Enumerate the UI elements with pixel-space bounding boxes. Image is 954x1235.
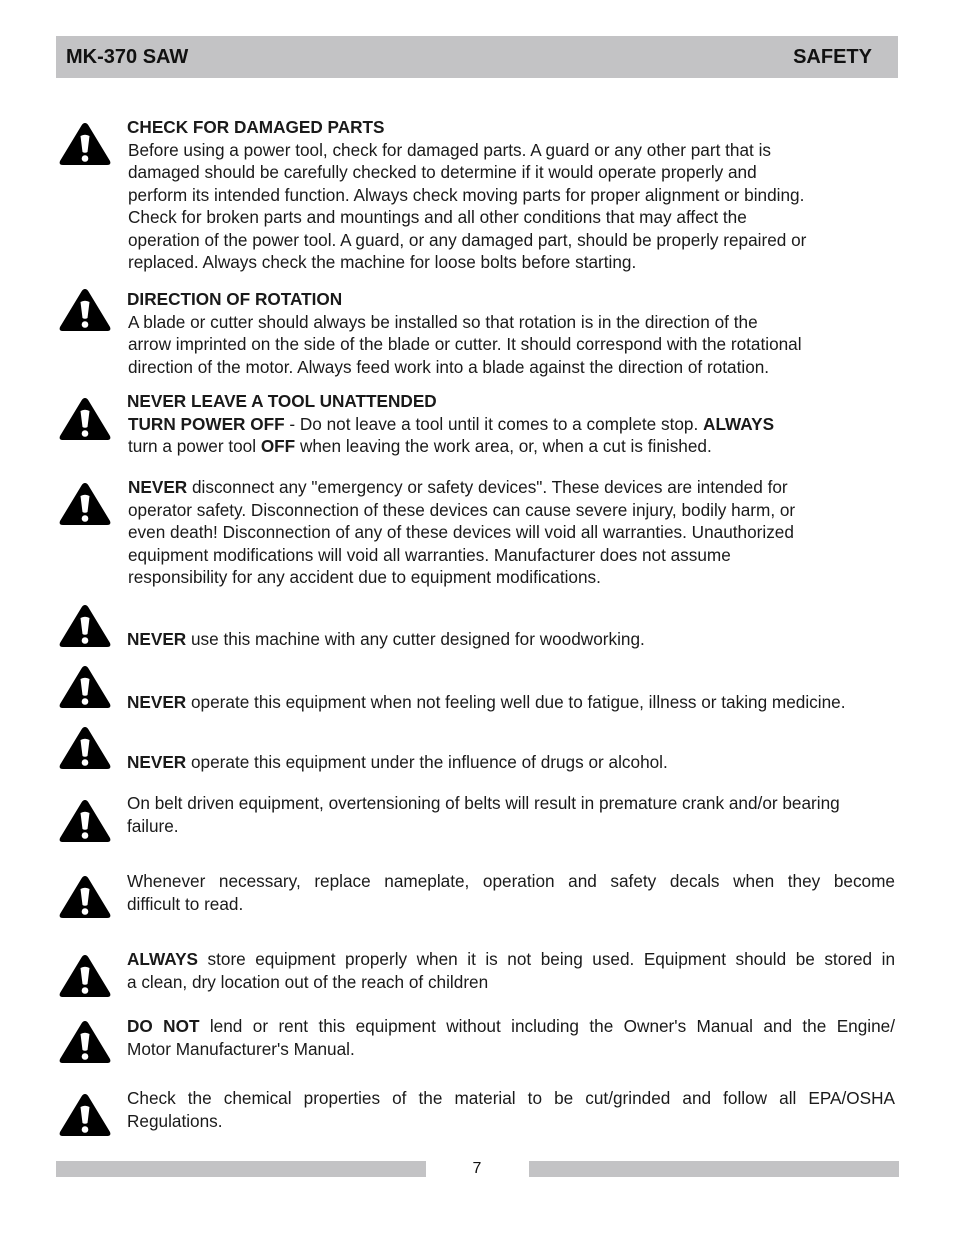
warning-icon bbox=[58, 287, 112, 333]
emphasis: OFF bbox=[260, 436, 296, 456]
text-line: responsibility for any accident due to equipment modifications. bbox=[128, 567, 601, 587]
text-line: even death! Disconnection of any of these devices will void all warranties. Unauthorized bbox=[128, 522, 794, 542]
section-fatigue bbox=[127, 691, 845, 714]
warning-icon bbox=[58, 798, 112, 844]
warning-icon bbox=[58, 953, 112, 999]
section-chemical bbox=[127, 1087, 895, 1132]
text-line: difficult to read. bbox=[127, 893, 244, 914]
text-line bbox=[128, 435, 774, 458]
text-span: operate this equipment when not feeling well due to fatigue, illness or taking medicine. bbox=[186, 692, 846, 712]
header-model: MK-370 SAW bbox=[66, 46, 189, 68]
section-disconnect bbox=[127, 476, 795, 589]
text-line: failure. bbox=[127, 815, 179, 836]
text-line: Check the chemical properties of the material to be cut/grinded and follow all EPA/OSHA bbox=[127, 1088, 895, 1108]
section-title: CHECK FOR DAMAGED PARTS bbox=[127, 117, 385, 137]
text-line: direction of the motor. Always feed work into a blade against the direction of rotation. bbox=[128, 356, 770, 377]
emphasis: NEVER bbox=[127, 629, 187, 649]
text-line bbox=[127, 628, 645, 651]
warning-icon bbox=[58, 874, 112, 920]
header-section: SAFETY bbox=[793, 46, 872, 68]
text-span: when leaving the work area, or, when a cut is finished. bbox=[295, 436, 712, 456]
section-damaged-parts bbox=[127, 116, 806, 274]
text-line bbox=[128, 476, 795, 499]
text-line: Regulations. bbox=[127, 1110, 223, 1131]
warning-icon bbox=[58, 481, 112, 527]
text-line bbox=[127, 691, 845, 714]
text-line: operation of the power tool. A guard, or any damaged part, should be properly repaired or bbox=[128, 229, 807, 250]
page-header bbox=[56, 36, 898, 78]
text-line bbox=[127, 1015, 895, 1038]
text-span: store equipment properly when it is not being used. Equipment should be stored in bbox=[198, 949, 895, 969]
text-line: replaced. Always check the machine for loose bolts before starting. bbox=[128, 252, 637, 272]
text-line: Before using a power tool, check for damaged parts. A guard or any other part that is bbox=[128, 139, 771, 160]
text-line: Whenever necessary, replace nameplate, operation and safety decals when they become bbox=[127, 871, 895, 891]
section-drugs bbox=[127, 751, 668, 774]
text-line: Motor Manufacturer's Manual. bbox=[127, 1038, 355, 1059]
text-span: use this machine with any cutter designed for woodworking. bbox=[186, 629, 645, 649]
text-line: Check for broken parts and mountings and all other conditions that may affect the bbox=[128, 207, 747, 227]
text-line: arrow imprinted on the side of the blade or cutter. It should correspond with the rotational bbox=[128, 334, 802, 354]
text-span: turn a power tool bbox=[128, 436, 261, 456]
emphasis: NEVER bbox=[127, 692, 187, 712]
text-line: a clean, dry location out of the reach of children bbox=[127, 971, 489, 992]
section-title: NEVER LEAVE A TOOL UNATTENDED bbox=[127, 391, 437, 411]
section-rotation bbox=[127, 288, 802, 378]
warning-icon bbox=[58, 1092, 112, 1138]
warning-icon bbox=[58, 396, 112, 442]
text-span: - Do not leave a tool until it comes to a complete stop. bbox=[284, 413, 704, 434]
section-woodworking bbox=[127, 628, 645, 651]
page-number: 7 bbox=[472, 1160, 482, 1177]
warning-icon bbox=[58, 664, 112, 710]
text-line bbox=[128, 413, 774, 436]
emphasis: DO NOT bbox=[127, 1016, 200, 1036]
warning-icon bbox=[58, 603, 112, 649]
text-line: perform its intended function. Always check moving parts for proper alignment or binding. bbox=[128, 184, 805, 205]
emphasis: ALWAYS bbox=[127, 949, 198, 969]
section-lend bbox=[127, 1015, 895, 1060]
text-span: disconnect any "emergency or safety devices". These devices are intended for bbox=[187, 477, 788, 497]
section-title: DIRECTION OF ROTATION bbox=[127, 289, 343, 309]
text-line: On belt driven equipment, overtensioning of belts will result in premature crank and/or bearing bbox=[127, 793, 840, 813]
warning-icon bbox=[58, 1019, 112, 1065]
emphasis: NEVER bbox=[127, 752, 187, 772]
section-belts bbox=[127, 792, 840, 837]
warning-icon bbox=[58, 121, 112, 167]
emphasis: ALWAYS bbox=[703, 413, 775, 434]
text-line: A blade or cutter should always be installed so that rotation is in the direction of the bbox=[128, 311, 758, 332]
text-span: lend or rent this equipment without including the Owner's Manual and the Engine/ bbox=[199, 1016, 895, 1036]
emphasis: TURN POWER OFF bbox=[128, 413, 285, 434]
text-line: equipment modifications will void all warranties. Manufacturer does not assume bbox=[128, 544, 731, 565]
emphasis: NEVER bbox=[128, 477, 188, 497]
text-line bbox=[127, 751, 668, 774]
text-line bbox=[127, 948, 895, 971]
section-unattended bbox=[127, 390, 774, 458]
text-line: operator safety. Disconnection of these devices can cause severe injury, bodily harm, or bbox=[128, 499, 796, 520]
text-line: damaged should be carefully checked to determine if it would operate properly and bbox=[128, 162, 757, 182]
section-decals bbox=[127, 870, 895, 915]
section-store bbox=[127, 948, 895, 993]
text-span: operate this equipment under the influence of drugs or alcohol. bbox=[186, 752, 668, 772]
warning-icon bbox=[58, 725, 112, 771]
